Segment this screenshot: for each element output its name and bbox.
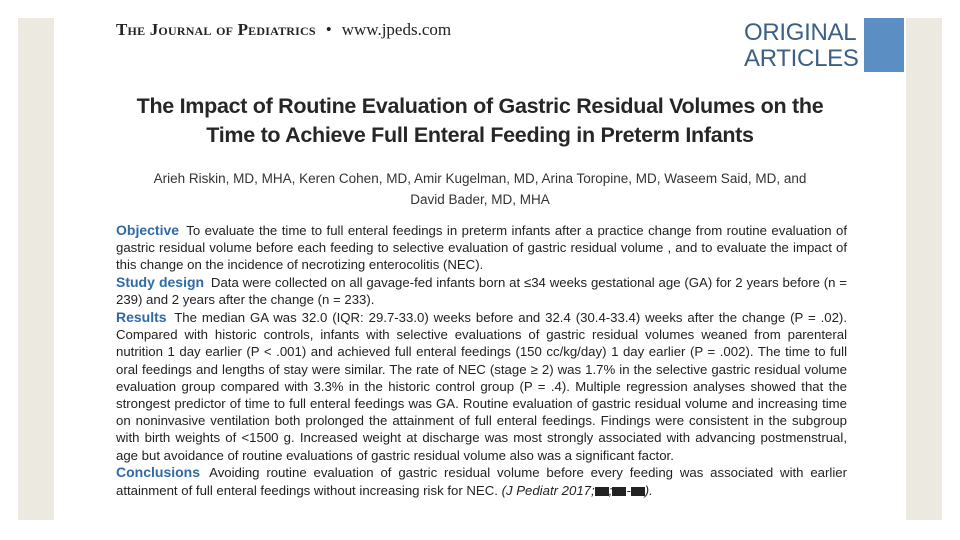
citation [502, 483, 653, 498]
results-heading: Results [116, 309, 167, 326]
title-line2: Time to Achieve Full Enteral Feeding in Preterm Infants [206, 123, 754, 147]
study-design-paragraph [116, 274, 847, 308]
accent-square [864, 18, 904, 72]
citation-sep2: - [626, 482, 631, 498]
objective-paragraph [116, 222, 847, 274]
objective-heading: Objective [116, 222, 180, 238]
journal-name: The Journal of Pediatrics [116, 20, 316, 39]
study-design-text: Data were collected on all gavage-fed infants born at ≤34 weeks gestational age (GA) for 2 years before (n = 239) and 2 years after the change (n = 233). [116, 275, 848, 308]
results-text: The median GA was 32.0 (IQR: 29.7-33.0) weeks before and 32.4 (30.4-33.4) weeks after the change (P = .02). Compared with historic controls, infants with selective evaluations of gastric residual volumes weaned from parenteral nutrition 1 day earlier (P < .001) and achieved full enteral feedings (150 cc/kg/day) 1 day earlier (P = .002). The time to full oral feedings and lengths of stay were similar. The rate of NEC (stage ≥ 2) was 1.7% in the selective gastric residual volume evaluation group compared with 3.3% in the historic control group (P = .4). Multiple regression analyses showed that the strongest predictor of time to full enteral feedings was GA. Routine evaluation of gastric residual volume and increasing time on noninvasive ventilation both prolonged the attainment of full enteral feedings. Findings were consistent in the subgroup with birth weights of <1500 g. Increased weight at discharge was most strongly associated with advancing postmenstrual, age but avoidance of routine evaluations of gastric residual volume also was a significant factor. [116, 310, 847, 463]
section-label-line2: ARTICLES [744, 45, 859, 72]
redacted-block [631, 487, 645, 496]
citation-prefix: (J Pediatr 2017; [501, 482, 595, 498]
article-title [120, 92, 840, 150]
title-line1: The Impact of Routine Evaluation of Gastric Residual Volumes on the [136, 94, 824, 118]
author-list [150, 168, 810, 210]
redacted-block [612, 487, 626, 496]
objective-text: To evaluate the time to full enteral feedings in preterm infants after a practice change from routine evaluation of gastric residual volume before each feeding to selective evaluation of gastric residual volume , and to evaluate the impact of this change on the incidence of necrotizing enterocolitis (NEC). [116, 223, 847, 273]
header-separator: • [325, 20, 332, 39]
redacted-block [595, 487, 609, 496]
abstract [116, 222, 847, 499]
conclusions-text: Avoiding routine evaluation of gastric residual volume before every feeding was associated with earlier attainment of full enteral feedings without increasing risk for NEC. [116, 465, 847, 498]
conclusions-paragraph [116, 464, 847, 498]
journal-header [116, 20, 451, 40]
conclusions-heading: Conclusions [116, 464, 201, 481]
authors-line1: Arieh Riskin, MD, MHA, Keren Cohen, MD, Amir Kugelman, MD, Arina Toropine, MD, Waseem Said, MD, and [153, 171, 807, 186]
left-side-bar [18, 18, 54, 520]
authors-line2: David Bader, MD, MHA [410, 192, 550, 207]
citation-sep1: ; [608, 482, 613, 498]
journal-url: www.jpeds.com [341, 20, 452, 39]
study-design-heading: Study design [116, 274, 205, 291]
results-paragraph [116, 309, 847, 464]
citation-suffix: ). [644, 482, 653, 498]
section-label-line1: ORIGINAL [744, 19, 857, 46]
right-side-bar [906, 18, 942, 520]
section-label [744, 19, 859, 72]
